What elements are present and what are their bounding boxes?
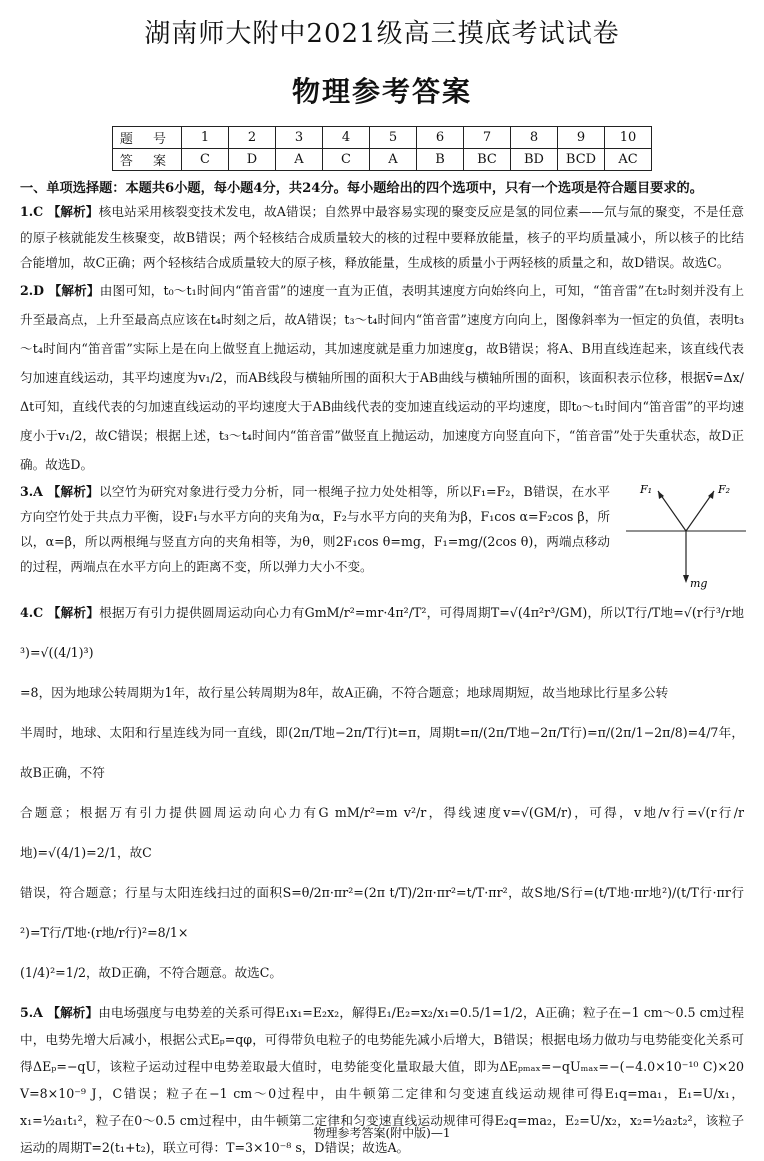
answer-cell: BC: [464, 149, 511, 171]
question-4-line-5: 错误，符合题意；行星与太阳连线扫过的面积S=θ/2π·πr²=(2π t/T)/2π·πr²=t/T·πr²，故S地/S行=(t/T地·πr地²)/(t/T行·πr行²)=T行/T地·(r地/r行)²=8/1×: [20, 884, 744, 940]
section-heading: 一、单项选择题：本题共6小题，每小题4分，共24分。每小题给出的四个选项中，只有一个选项是符合题目要求的。: [20, 181, 703, 196]
number-cell: 2: [229, 127, 276, 149]
number-cell: 7: [464, 127, 511, 149]
question-2-solution: [20, 276, 744, 479]
page-footer: 物理参考答案(附中版)—1: [313, 1126, 451, 1140]
question-3-text: 以空竹为研究对象进行受力分析，同一根绳子拉力处处相等，所以F₁=F₂，B错误，在水平方向空竹处于共点力平衡，设F₁与水平方向的夹角为α，F₂与水平方向的夹角为β，F₁cos α=F₂cos β，所以，α=β，所以两根绳与竖直方向的夹角相等，为θ，则2F₁cos θ=mg，F₁=mg/(2cos θ)，两端点移动的过程，两端点在水平方向上的距离不变，所以弹力大小不变。: [20, 483, 610, 574]
question-3-solution: [20, 479, 610, 579]
number-cell: 3: [276, 127, 323, 149]
number-cell: 10: [605, 127, 652, 149]
answer-cell: C: [182, 149, 229, 171]
question-3-block: [20, 479, 744, 590]
question-2-text: 由图可知，t₀～t₁时间内“笛音雷”的速度一直为正值，表明其速度方向始终向上，可知，“笛音雷”在t₂时刻并没有上升至最高点，上升至最高点应该在t₄时刻之后，故A错误；t₃～t₄时间内“笛音雷”速度方向向上，图像斜率为一恒定的负值，表明t₃～t₄时间内“笛音雷”实际上是在向上做竖直上抛运动，其加速度就是重力加速度g，故B错误；将A、B用直线连起来，该直线代表匀加速直线运动，其平均速度为v₁/2，而AB线段与横轴所围的面积大于AB曲线与横轴所围的面积，该面积表示位移，根据v̄=Δx/Δt可知，直线代表的匀加速直线运动的平均速度大于AB曲线代表的变加速直线运动的平均速度，即t₀～t₁时间内“笛音雷”的平均速度小于v₁/2，故C错误；根据上述，t₃～t₄时间内“笛音雷”做竖直上抛运动，加速度方向竖直向下，“笛音雷”处于失重状态，故D正确。故选D。: [20, 282, 744, 472]
question-2-tag: 2.D 【解析】: [20, 282, 100, 298]
exam-title: 湖南师大附中2021级高三摸底考试试卷: [144, 19, 620, 49]
number-cell: 8: [511, 127, 558, 149]
question-4-line-3: 半周时，地球、太阳和行星连线为同一直线，即(2π/T地−2π/T行)t=π，周期t=π/(2π/T地−2π/T行)=π/(2π/1−2π/8)=4/7年，故B正确，不符: [20, 724, 744, 780]
question-4-line-6: (1/4)²=1/2，故D正确，不符合题意。故选C。: [20, 964, 283, 980]
answer-row-label: 答 案: [113, 149, 182, 171]
question-1-solution: [20, 199, 744, 276]
gravity-arrowhead: [683, 575, 689, 583]
answer-cell: BCD: [558, 149, 605, 171]
number-cell: 9: [558, 127, 605, 149]
question-4-tag: 4.C 【解析】: [20, 604, 100, 620]
number-cell: 4: [323, 127, 370, 149]
question-4-line: [20, 593, 744, 673]
question-1-text: 核电站采用核裂变技术发电，故A错误；自然界中最容易实现的聚变反应是氢的同位素——氘与氚的聚变，不是任意的原子核就能发生核聚变，故B错误；两个轻核结合成质量较大的核的过程中要释放能量，核子的平均质量减小，所以核子的比结合能增加，故C正确；两个轻核结合成质量较大的原子核，释放能量，生成核的质量小于两轻核的质量之和，故D错误。故选C。: [20, 204, 744, 271]
force-diagram: [626, 479, 746, 591]
question-4-line-4: 合题意；根据万有引力提供圆周运动向心力有G mM/r²=m v²/r，得线速度v=√(GM/r)，可得，v地/v行=√(r行/r地)=√(4/1)=2/1，故C: [20, 804, 744, 860]
answer-subtitle: 物理参考答案: [291, 75, 472, 108]
number-cell: 6: [417, 127, 464, 149]
answer-table-number-row: [113, 127, 652, 149]
mg-label: mg: [690, 576, 708, 590]
answer-cell: B: [417, 149, 464, 171]
answer-cell: C: [323, 149, 370, 171]
question-5-tag: 5.A 【解析】: [20, 1004, 99, 1020]
answer-cell: A: [370, 149, 417, 171]
answer-cell: AC: [605, 149, 652, 171]
question-4-line-1: 根据万有引力提供圆周运动向心力有GmM/r²=mr·4π²/T²，可得周期T=√(4π²r³/GM)，所以T行/T地=√(r行³/r地³)=√((4/1)³): [20, 604, 744, 660]
number-cell: 1: [182, 127, 229, 149]
answer-cell: A: [276, 149, 323, 171]
f1-label: F₁: [640, 482, 653, 496]
question-1-tag: 1.C 【解析】: [20, 204, 99, 219]
f2-label: F₂: [718, 482, 731, 496]
answer-cell: D: [229, 149, 276, 171]
question-4-solution: [20, 593, 744, 993]
answer-cell: BD: [511, 149, 558, 171]
question-4-line-2: =8，因为地球公转周期为1年，故行星公转周期为8年，故A正确，不符合题意；地球周期短，故当地球比行星多公转: [20, 684, 669, 700]
number-row-label: 题 号: [113, 127, 182, 149]
answer-table: [112, 126, 652, 171]
question-3-tag: 3.A 【解析】: [20, 483, 100, 499]
question-5-text: 由电场强度与电势差的关系可得E₁x₁=E₂x₂，解得E₁/E₂=x₂/x₁=0.5/1=1/2，A正确；粒子在−1 cm～0.5 cm过程中，电势先增大后减小，根据公式Eₚ=qφ，可得带负电粒子的电势能先减小后增大，B错误；根据电场力做功与电势能变化关系可得ΔEₚ=−qU，该粒子运动过程中电势差取最大值时，电势能变化量取最大值，即为ΔEₚₘₐₓ=−qUₘₐₓ=−(−4.0×10⁻¹⁰ C)×20 V=8×10⁻⁹ J，C错误；粒子在−1 cm～0过程中，由牛顿第二定律和匀变速直线运动规律可得E₁q=ma₁，E₁=U/x₁，x₁=½a₁t₁²，粒子在0～0.5 cm过程中，由牛顿第二定律和匀变速直线运动规律可得E₂q=ma₂，E₂=U/x₂，x₂=½a₂t₂²，该粒子运动的周期T=2(t₁+t₂)，联立可得：T=3×10⁻⁸ s，D错误；故选A。: [20, 1004, 744, 1155]
number-cell: 5: [370, 127, 417, 149]
answer-table-answer-row: [113, 149, 652, 171]
